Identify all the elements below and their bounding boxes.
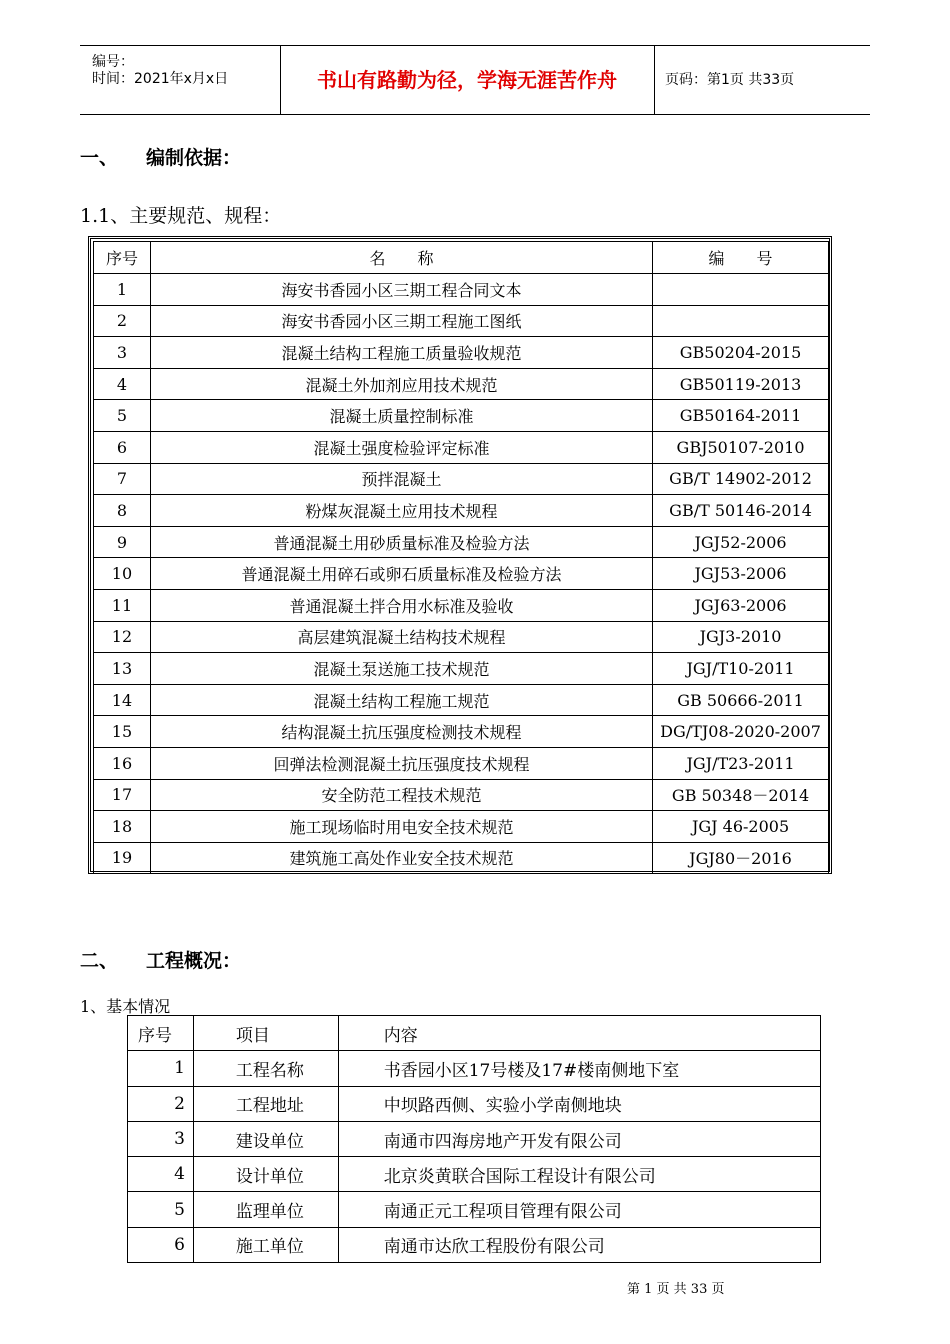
cell-item: 施工单位: [193, 1227, 338, 1262]
cell-code: JGJ3-2010: [653, 621, 829, 653]
cell-index: 8: [94, 495, 151, 527]
standards-table-frame: [88, 236, 832, 874]
cell-item: 设计单位: [193, 1157, 338, 1192]
cell-code: JGJ80－2016: [653, 842, 829, 874]
header-meta: [80, 46, 281, 114]
cell-index: 7: [94, 463, 151, 495]
cell-code: GB50204-2015: [653, 337, 829, 369]
subsection-heading-1-1: 1.1、主要规范、规程：: [80, 205, 282, 227]
section-number: 二、: [80, 950, 119, 972]
table-row: [94, 305, 829, 337]
table-row: [128, 1157, 821, 1192]
cell-name: 海安书香园小区三期工程施工图纸: [150, 305, 652, 337]
cell-code: GB/T 14902-2012: [653, 463, 829, 495]
cell-name: 回弹法检测混凝土抗压强度技术规程: [150, 747, 652, 779]
section-number: 一、: [80, 147, 119, 169]
table-row: [94, 558, 829, 590]
cell-code: GB 50348－2014: [653, 779, 829, 811]
cell-content: 北京炎黄联合国际工程设计有限公司: [338, 1157, 820, 1192]
page-footer: 第 1 页 共 33 页: [627, 1282, 725, 1297]
cell-code: GB/T 50146-2014: [653, 495, 829, 527]
cell-code: JGJ 46-2005: [653, 811, 829, 843]
cell-code: [653, 274, 829, 306]
cell-name: 混凝土结构工程施工规范: [150, 684, 652, 716]
table-row: [94, 589, 829, 621]
cell-name: 预拌混凝土: [150, 463, 652, 495]
cell-name: 粉煤灰混凝土应用技术规程: [150, 495, 652, 527]
table-row: [94, 684, 829, 716]
cell-name: 混凝土外加剂应用技术规范: [150, 368, 652, 400]
cell-index: 3: [128, 1121, 194, 1156]
cell-name: 安全防范工程技术规范: [150, 779, 652, 811]
cell-index: 6: [94, 431, 151, 463]
cell-content: 书香园小区17号楼及17#楼南侧地下室: [338, 1051, 820, 1086]
cell-item: 工程地址: [193, 1086, 338, 1121]
header-number-label: 编号：: [92, 54, 134, 70]
col-header-item: 项目: [193, 1016, 338, 1051]
cell-name: 普通混凝土用碎石或卵石质量标准及检验方法: [150, 558, 652, 590]
cell-item: 建设单位: [193, 1121, 338, 1156]
cell-index: 14: [94, 684, 151, 716]
cell-index: 2: [128, 1086, 194, 1121]
table-row: [94, 526, 829, 558]
table-row: [128, 1227, 821, 1262]
col-header-code: 编 号: [653, 242, 829, 274]
col-header-index: 序号: [128, 1016, 194, 1051]
cell-index: 2: [94, 305, 151, 337]
table-row: [94, 842, 829, 874]
cell-content: 中坝路西侧、实验小学南侧地块: [338, 1086, 820, 1121]
cell-index: 15: [94, 716, 151, 748]
cell-code: JGJ53-2006: [653, 558, 829, 590]
cell-index: 5: [94, 400, 151, 432]
cell-index: 9: [94, 526, 151, 558]
table-row: [94, 716, 829, 748]
cell-content: 南通市四海房地产开发有限公司: [338, 1121, 820, 1156]
table-header-row: [128, 1016, 821, 1051]
cell-code: JGJ/T10-2011: [653, 653, 829, 685]
section-title: 编制依据：: [146, 147, 242, 169]
cell-name: 海安书香园小区三期工程合同文本: [150, 274, 652, 306]
col-header-content: 内容: [338, 1016, 820, 1051]
col-header-index: 序号: [94, 242, 151, 274]
table-row: [94, 779, 829, 811]
project-info-table: [127, 1015, 821, 1263]
cell-item: 工程名称: [193, 1051, 338, 1086]
table-row: [94, 463, 829, 495]
section-title: 工程概况：: [146, 950, 242, 972]
cell-index: 6: [128, 1227, 194, 1262]
cell-index: 16: [94, 747, 151, 779]
cell-index: 11: [94, 589, 151, 621]
header-motto: 书山有路勤为径，学海无涯苦作舟: [280, 46, 655, 114]
cell-content: 南通市达欣工程股份有限公司: [338, 1227, 820, 1262]
cell-item: 监理单位: [193, 1192, 338, 1227]
cell-name: 结构混凝土抗压强度检测技术规程: [150, 716, 652, 748]
cell-code: GBJ50107-2010: [653, 431, 829, 463]
table-row: [94, 495, 829, 527]
cell-name: 混凝土强度检验评定标准: [150, 431, 652, 463]
table-row: [94, 621, 829, 653]
col-header-name: 名 称: [150, 242, 652, 274]
cell-name: 混凝土泵送施工技术规范: [150, 653, 652, 685]
table-header-row: [94, 242, 829, 274]
cell-index: 1: [94, 274, 151, 306]
table-row: [128, 1051, 821, 1086]
cell-index: 4: [128, 1157, 194, 1192]
cell-code: JGJ63-2006: [653, 589, 829, 621]
cell-index: 17: [94, 779, 151, 811]
cell-index: 1: [128, 1051, 194, 1086]
cell-code: GB 50666-2011: [653, 684, 829, 716]
table-row: [128, 1192, 821, 1227]
cell-index: 12: [94, 621, 151, 653]
table-row: [94, 274, 829, 306]
table-row: [94, 747, 829, 779]
cell-index: 18: [94, 811, 151, 843]
cell-name: 普通混凝土拌合用水标准及验收: [150, 589, 652, 621]
cell-index: 19: [94, 842, 151, 874]
cell-index: 5: [128, 1192, 194, 1227]
page-header: [80, 45, 870, 115]
table-row: [94, 337, 829, 369]
cell-name: 混凝土质量控制标准: [150, 400, 652, 432]
table-row: [128, 1086, 821, 1121]
cell-content: 南通正元工程项目管理有限公司: [338, 1192, 820, 1227]
cell-name: 建筑施工高处作业安全技术规范: [150, 842, 652, 874]
table-row: [94, 400, 829, 432]
cell-index: 10: [94, 558, 151, 590]
cell-index: 4: [94, 368, 151, 400]
cell-code: DG/TJ08-2020-2007: [653, 716, 829, 748]
cell-code: [653, 305, 829, 337]
cell-name: 混凝土结构工程施工质量验收规范: [150, 337, 652, 369]
table-row: [94, 811, 829, 843]
cell-code: GB50164-2011: [653, 400, 829, 432]
cell-name: 高层建筑混凝土结构技术规程: [150, 621, 652, 653]
cell-code: GB50119-2013: [653, 368, 829, 400]
cell-code: JGJ52-2006: [653, 526, 829, 558]
cell-index: 13: [94, 653, 151, 685]
table-row: [94, 431, 829, 463]
cell-name: 普通混凝土用砂质量标准及检验方法: [150, 526, 652, 558]
header-page-label: 页码：第1页 共33页: [665, 72, 795, 88]
cell-index: 3: [94, 337, 151, 369]
table-row: [94, 653, 829, 685]
subsection-heading-basic-info: 1、基本情况: [80, 997, 171, 1016]
standards-table: [93, 241, 829, 874]
header-date-label: 时间：2021年x月x日: [92, 71, 229, 87]
table-row: [128, 1121, 821, 1156]
cell-code: JGJ/T23-2011: [653, 747, 829, 779]
cell-name: 施工现场临时用电安全技术规范: [150, 811, 652, 843]
table-row: [94, 368, 829, 400]
